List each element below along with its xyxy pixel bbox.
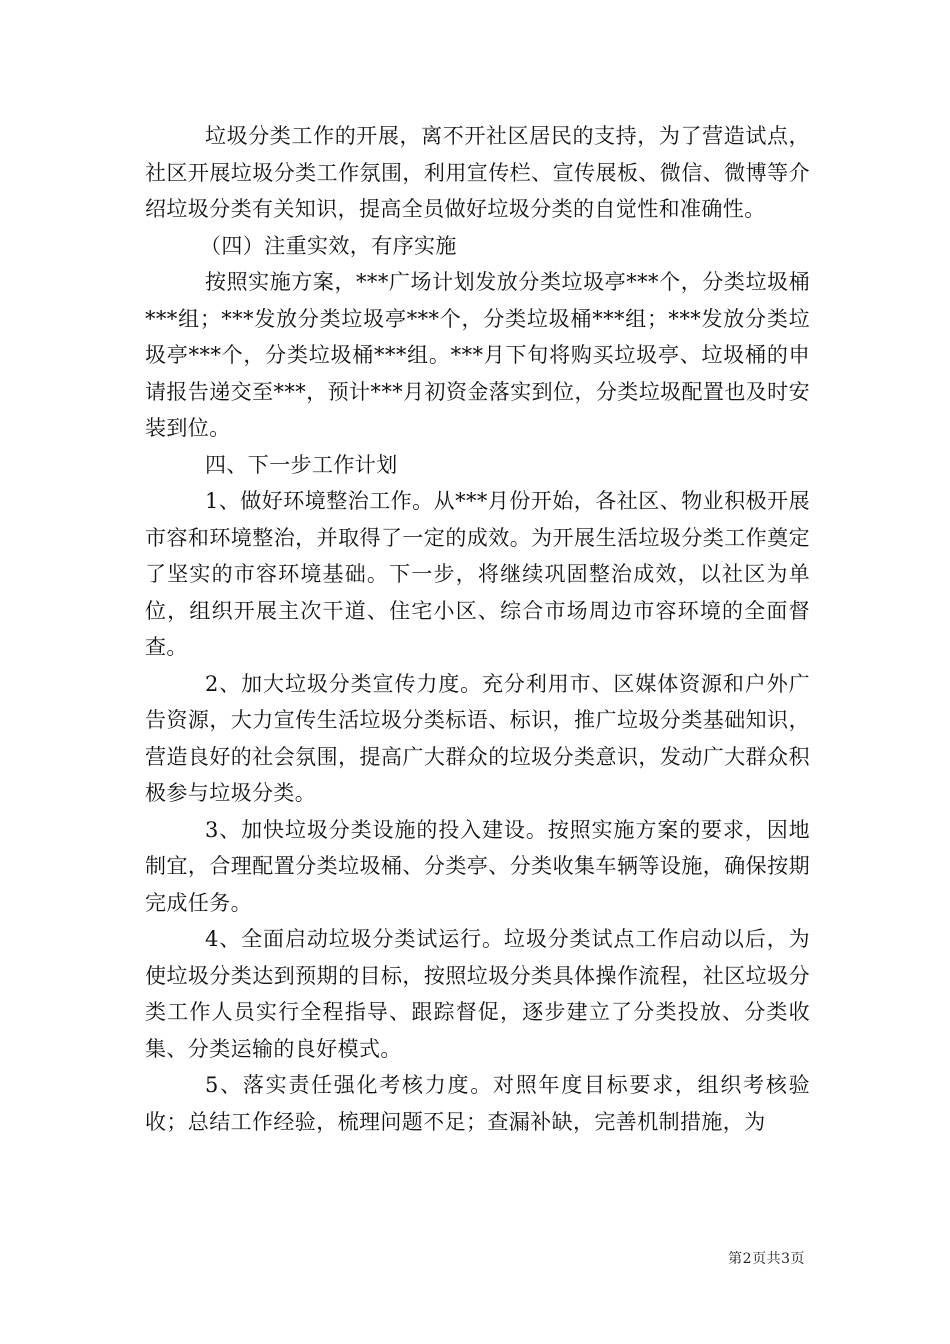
document-body <box>145 118 810 1140</box>
paragraph-plan-item-1: 1、做好环境整治工作。从***月份开始，各社区、物业积极开展市容和环境整治，并取得了一定的成效。为开展生活垃圾分类工作奠定了坚实的市容环境基础。下一步，将继续巩固整治成效，以社区为单位，组织开展主次干道、住宅小区、综合市场周边市容环境的全面督查。 <box>145 489 810 659</box>
paragraph-plan-item-3: 3、加快垃圾分类设施的投入建设。按照实施方案的要求，因地制宜，合理配置分类垃圾桶、分类亭、分类收集车辆等设施，确保按期完成任务。 <box>145 817 810 915</box>
paragraph-plan-item-2: 2、加大垃圾分类宣传力度。充分利用市、区媒体资源和户外广告资源，大力宣传生活垃圾分类标语、标识，推广垃圾分类基础知识，营造良好的社会氛围，提高广大群众的垃圾分类意识，发动广大群众积极参与垃圾分类。 <box>145 671 810 805</box>
paragraph-plan-item-4: 4、全面启动垃圾分类试运行。垃圾分类试点工作启动以后，为使垃圾分类达到预期的目标，按照垃圾分类具体操作流程，社区垃圾分类工作人员实行全程指导、跟踪督促，逐步建立了分类投放、分类收集、分类运输的良好模式。 <box>145 927 810 1061</box>
paragraph-implementation-plan: 按照实施方案，***广场计划发放分类垃圾亭***个，分类垃圾桶***组；***发放分类垃圾亭***个，分类垃圾桶***组；***发放分类垃圾亭***个，分类垃圾桶***组。***月下旬将购买垃圾亭、垃圾桶的申请报告递交至***，预计***月初资金落实到位，分类垃圾配置也及时安装到位。 <box>145 270 810 440</box>
page-number-footer: 第2页共3页 <box>728 1251 805 1267</box>
subheading-four-effectiveness: （四）注重实效，有序实施 <box>200 233 457 258</box>
paragraph-plan-item-5: 5、落实责任强化考核力度。对照年度目标要求，组织考核验收；总结工作经验，梳理问题不足；查漏补缺，完善机制措施，为 <box>145 1073 810 1134</box>
heading-next-steps: 四、下一步工作计划 <box>205 452 398 477</box>
paragraph-publicity-atmosphere: 垃圾分类工作的开展，离不开社区居民的支持，为了营造试点，社区开展垃圾分类工作氛围，利用宣传栏、宣传展板、微信、微博等介绍垃圾分类有关知识，提高全员做好垃圾分类的自觉性和准确性。 <box>145 124 810 221</box>
